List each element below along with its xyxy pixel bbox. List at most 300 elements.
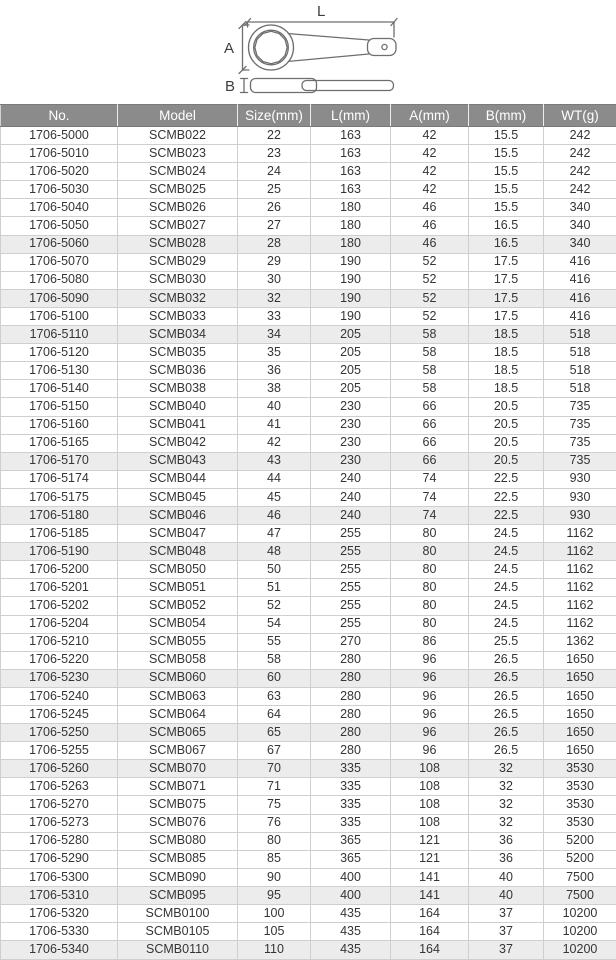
table-cell: 1706-5240 — [1, 687, 118, 705]
table-cell: 205 — [311, 380, 391, 398]
table-cell: 163 — [311, 145, 391, 163]
table-cell: 1650 — [544, 706, 616, 724]
table-cell: SCMB0105 — [118, 923, 238, 941]
table-cell: 20.5 — [469, 416, 544, 434]
table-cell: 32 — [469, 814, 544, 832]
table-cell: SCMB030 — [118, 271, 238, 289]
table-row — [1, 289, 616, 307]
table-cell: 24.5 — [469, 543, 544, 561]
table-cell: 1706-5150 — [1, 398, 118, 416]
wrench-diagram-svg — [0, 0, 616, 104]
table-cell: SCMB041 — [118, 416, 238, 434]
table-cell: 26.5 — [469, 724, 544, 742]
table-row — [1, 687, 616, 705]
table-cell: 95 — [238, 886, 311, 904]
table-cell: 1362 — [544, 633, 616, 651]
table-cell: 163 — [311, 181, 391, 199]
table-cell: 255 — [311, 615, 391, 633]
table-cell: SCMB085 — [118, 850, 238, 868]
table-cell: 1706-5210 — [1, 633, 118, 651]
table-cell: 1706-5050 — [1, 217, 118, 235]
table-cell: 1162 — [544, 525, 616, 543]
table-cell: 52 — [391, 307, 469, 325]
table-cell: 96 — [391, 706, 469, 724]
table-cell: 52 — [238, 597, 311, 615]
table-cell: 1162 — [544, 543, 616, 561]
table-cell: 45 — [238, 488, 311, 506]
table-cell: 1706-5190 — [1, 543, 118, 561]
table-row — [1, 868, 616, 886]
table-cell: SCMB054 — [118, 615, 238, 633]
table-cell: SCMB035 — [118, 344, 238, 362]
table-cell: 66 — [391, 398, 469, 416]
table-cell: 1706-5160 — [1, 416, 118, 434]
table-cell: 108 — [391, 796, 469, 814]
table-cell: 37 — [469, 905, 544, 923]
wrench-top-view — [249, 25, 397, 70]
table-cell: 32 — [469, 796, 544, 814]
table-cell: 416 — [544, 307, 616, 325]
wrench-side-view — [251, 79, 394, 93]
table-cell: SCMB033 — [118, 307, 238, 325]
table-cell: 24.5 — [469, 615, 544, 633]
table-cell: 74 — [391, 488, 469, 506]
table-cell: 10200 — [544, 905, 616, 923]
table-row — [1, 235, 616, 253]
table-row — [1, 796, 616, 814]
table-cell: 1706-5030 — [1, 181, 118, 199]
table-cell: SCMB036 — [118, 362, 238, 380]
table-cell: 180 — [311, 199, 391, 217]
table-cell: 335 — [311, 796, 391, 814]
table-cell: 18.5 — [469, 380, 544, 398]
dim-label-length: L — [317, 3, 326, 20]
table-cell: 20.5 — [469, 434, 544, 452]
table-row — [1, 669, 616, 687]
table-cell: 24.5 — [469, 561, 544, 579]
table-cell: SCMB076 — [118, 814, 238, 832]
table-cell: 64 — [238, 706, 311, 724]
table-cell: 52 — [391, 289, 469, 307]
table-cell: 80 — [238, 832, 311, 850]
table-cell: 1162 — [544, 561, 616, 579]
table-cell: 17.5 — [469, 253, 544, 271]
table-cell: 1706-5120 — [1, 344, 118, 362]
table-cell: 96 — [391, 669, 469, 687]
table-cell: 180 — [311, 217, 391, 235]
table-cell: 20.5 — [469, 452, 544, 470]
table-row — [1, 597, 616, 615]
table-cell: SCMB022 — [118, 127, 238, 145]
table-cell: 121 — [391, 832, 469, 850]
table-cell: 15.5 — [469, 199, 544, 217]
table-cell: 121 — [391, 850, 469, 868]
table-cell: 26 — [238, 199, 311, 217]
table-cell: 96 — [391, 742, 469, 760]
table-cell: 141 — [391, 868, 469, 886]
table-row — [1, 271, 616, 289]
table-cell: 58 — [238, 651, 311, 669]
table-cell: SCMB032 — [118, 289, 238, 307]
table-cell: 42 — [391, 181, 469, 199]
table-cell: 164 — [391, 941, 469, 960]
table-cell: 242 — [544, 163, 616, 181]
table-header-row — [1, 105, 616, 127]
table-cell: 190 — [311, 307, 391, 325]
table-cell: 1706-5263 — [1, 778, 118, 796]
table-cell: 110 — [238, 941, 311, 960]
table-cell: 38 — [238, 380, 311, 398]
table-cell: 240 — [311, 470, 391, 488]
table-cell: SCMB058 — [118, 651, 238, 669]
table-cell: 1650 — [544, 669, 616, 687]
table-cell: 400 — [311, 868, 391, 886]
table-cell: 365 — [311, 832, 391, 850]
table-row — [1, 127, 616, 145]
table-row — [1, 362, 616, 380]
table-cell: 18.5 — [469, 344, 544, 362]
table-cell: 5200 — [544, 832, 616, 850]
table-row — [1, 651, 616, 669]
table-cell: SCMB070 — [118, 760, 238, 778]
table-cell: 1706-5330 — [1, 923, 118, 941]
table-cell: 518 — [544, 344, 616, 362]
table-cell: 25.5 — [469, 633, 544, 651]
table-cell: 17.5 — [469, 289, 544, 307]
table-cell: 33 — [238, 307, 311, 325]
table-cell: 255 — [311, 525, 391, 543]
table-cell: 240 — [311, 488, 391, 506]
table-cell: 255 — [311, 579, 391, 597]
table-cell: 58 — [391, 326, 469, 344]
table-cell: SCMB027 — [118, 217, 238, 235]
table-cell: 27 — [238, 217, 311, 235]
table-cell: 42 — [391, 127, 469, 145]
table-row — [1, 145, 616, 163]
table-cell: 1706-5280 — [1, 832, 118, 850]
dim-line-L — [245, 19, 398, 38]
table-cell: 85 — [238, 850, 311, 868]
table-row — [1, 344, 616, 362]
table-cell: 80 — [391, 615, 469, 633]
dim-line-A — [239, 22, 249, 74]
table-cell: 416 — [544, 289, 616, 307]
table-row — [1, 742, 616, 760]
table-cell: 32 — [469, 760, 544, 778]
table-cell: 230 — [311, 452, 391, 470]
table-cell: SCMB050 — [118, 561, 238, 579]
table-cell: 1706-5090 — [1, 289, 118, 307]
table-cell: 735 — [544, 416, 616, 434]
table-cell: SCMB065 — [118, 724, 238, 742]
table-cell: 10200 — [544, 923, 616, 941]
table-cell: SCMB048 — [118, 543, 238, 561]
table-cell: 32 — [469, 778, 544, 796]
table-cell: 164 — [391, 923, 469, 941]
table-cell: 1706-5010 — [1, 145, 118, 163]
table-cell: 735 — [544, 434, 616, 452]
table-cell: SCMB071 — [118, 778, 238, 796]
table-cell: 46 — [391, 199, 469, 217]
table-cell: 24 — [238, 163, 311, 181]
table-cell: SCMB0100 — [118, 905, 238, 923]
table-row — [1, 886, 616, 904]
table-cell: 17.5 — [469, 307, 544, 325]
table-cell: 75 — [238, 796, 311, 814]
table-row — [1, 506, 616, 524]
column-header: A(mm) — [391, 105, 469, 127]
table-cell: 930 — [544, 470, 616, 488]
table-cell: 42 — [391, 145, 469, 163]
table-cell: 1162 — [544, 579, 616, 597]
table-cell: 205 — [311, 326, 391, 344]
table-cell: 1706-5320 — [1, 905, 118, 923]
table-row — [1, 814, 616, 832]
table-cell: 365 — [311, 850, 391, 868]
table-cell: 52 — [391, 253, 469, 271]
table-cell: 335 — [311, 778, 391, 796]
table-cell: 1706-5170 — [1, 452, 118, 470]
table-cell: 416 — [544, 253, 616, 271]
table-cell: 26.5 — [469, 687, 544, 705]
table-cell: 141 — [391, 886, 469, 904]
table-cell: 1706-5250 — [1, 724, 118, 742]
table-cell: 1706-5255 — [1, 742, 118, 760]
table-cell: 10200 — [544, 941, 616, 960]
table-cell: 340 — [544, 235, 616, 253]
table-cell: SCMB055 — [118, 633, 238, 651]
table-cell: 1650 — [544, 651, 616, 669]
table-cell: 66 — [391, 434, 469, 452]
table-cell: 20.5 — [469, 398, 544, 416]
table-cell: 280 — [311, 651, 391, 669]
table-cell: 80 — [391, 525, 469, 543]
table-cell: 15.5 — [469, 127, 544, 145]
table-cell: 1706-5020 — [1, 163, 118, 181]
table-cell: 22.5 — [469, 470, 544, 488]
table-cell: 270 — [311, 633, 391, 651]
table-cell: 54 — [238, 615, 311, 633]
table-cell: 47 — [238, 525, 311, 543]
table-cell: 41 — [238, 416, 311, 434]
table-cell: 190 — [311, 253, 391, 271]
table-cell: 37 — [469, 923, 544, 941]
table-cell: 1650 — [544, 724, 616, 742]
table-cell: 930 — [544, 488, 616, 506]
table-cell: SCMB044 — [118, 470, 238, 488]
table-cell: 280 — [311, 669, 391, 687]
table-row — [1, 850, 616, 868]
table-cell: 86 — [391, 633, 469, 651]
table-cell: SCMB023 — [118, 145, 238, 163]
table-cell: 1706-5185 — [1, 525, 118, 543]
table-cell: 3530 — [544, 796, 616, 814]
table-cell: 42 — [238, 434, 311, 452]
column-header: Size(mm) — [238, 105, 311, 127]
table-row — [1, 452, 616, 470]
table-cell: 518 — [544, 362, 616, 380]
table-cell: SCMB064 — [118, 706, 238, 724]
table-cell: SCMB047 — [118, 525, 238, 543]
table-cell: 58 — [391, 380, 469, 398]
table-row — [1, 416, 616, 434]
table-cell: 24.5 — [469, 525, 544, 543]
table-cell: 7500 — [544, 868, 616, 886]
table-cell: 1706-5100 — [1, 307, 118, 325]
table-cell: 1706-5220 — [1, 651, 118, 669]
table-cell: 22 — [238, 127, 311, 145]
table-cell: SCMB0110 — [118, 941, 238, 960]
table-cell: SCMB026 — [118, 199, 238, 217]
table-cell: 74 — [391, 506, 469, 524]
table-cell: 105 — [238, 923, 311, 941]
table-cell: 230 — [311, 434, 391, 452]
table-cell: 44 — [238, 470, 311, 488]
table-cell: SCMB060 — [118, 669, 238, 687]
table-cell: SCMB040 — [118, 398, 238, 416]
table-cell: 280 — [311, 706, 391, 724]
table-cell: 190 — [311, 289, 391, 307]
table-cell: 230 — [311, 398, 391, 416]
table-cell: SCMB046 — [118, 506, 238, 524]
table-cell: 1706-5340 — [1, 941, 118, 960]
column-header: L(mm) — [311, 105, 391, 127]
table-cell: 1706-5273 — [1, 814, 118, 832]
table-cell: 1706-5080 — [1, 271, 118, 289]
table-cell: 205 — [311, 362, 391, 380]
table-cell: SCMB080 — [118, 832, 238, 850]
table-cell: 30 — [238, 271, 311, 289]
table-cell: 18.5 — [469, 362, 544, 380]
table-cell: 1706-5180 — [1, 506, 118, 524]
table-cell: 242 — [544, 181, 616, 199]
table-cell: 36 — [469, 832, 544, 850]
table-row — [1, 488, 616, 506]
table-cell: SCMB042 — [118, 434, 238, 452]
table-row — [1, 905, 616, 923]
table-cell: 40 — [238, 398, 311, 416]
table-cell: 1706-5202 — [1, 597, 118, 615]
table-cell: 17.5 — [469, 271, 544, 289]
table-cell: 15.5 — [469, 181, 544, 199]
table-cell: 58 — [391, 362, 469, 380]
table-cell: 37 — [469, 941, 544, 960]
table-cell: SCMB067 — [118, 742, 238, 760]
table-cell: SCMB028 — [118, 235, 238, 253]
table-cell: 255 — [311, 597, 391, 615]
table-cell: 416 — [544, 271, 616, 289]
table-cell: 63 — [238, 687, 311, 705]
table-cell: 1706-5000 — [1, 127, 118, 145]
table-cell: 240 — [311, 506, 391, 524]
table-cell: 164 — [391, 905, 469, 923]
table-cell: 108 — [391, 778, 469, 796]
table-cell: 1650 — [544, 742, 616, 760]
table-cell: 90 — [238, 868, 311, 886]
table-row — [1, 543, 616, 561]
table-cell: 242 — [544, 145, 616, 163]
table-row — [1, 923, 616, 941]
table-row — [1, 778, 616, 796]
table-cell: 16.5 — [469, 235, 544, 253]
table-row — [1, 434, 616, 452]
table-cell: 50 — [238, 561, 311, 579]
table-row — [1, 398, 616, 416]
table-row — [1, 307, 616, 325]
table-cell: 58 — [391, 344, 469, 362]
table-cell: 74 — [391, 470, 469, 488]
table-cell: 26.5 — [469, 706, 544, 724]
table-cell: 51 — [238, 579, 311, 597]
table-cell: 190 — [311, 271, 391, 289]
table-row — [1, 760, 616, 778]
table-cell: 518 — [544, 326, 616, 344]
table-cell: 23 — [238, 145, 311, 163]
table-cell: SCMB029 — [118, 253, 238, 271]
table-cell: 71 — [238, 778, 311, 796]
table-cell: 1706-5204 — [1, 615, 118, 633]
table-cell: SCMB045 — [118, 488, 238, 506]
table-cell: 435 — [311, 905, 391, 923]
table-row — [1, 941, 616, 960]
table-cell: 1706-5110 — [1, 326, 118, 344]
table-cell: 46 — [238, 506, 311, 524]
table-body — [1, 127, 616, 960]
table-cell: 24.5 — [469, 597, 544, 615]
table-cell: SCMB095 — [118, 886, 238, 904]
table-cell: 340 — [544, 217, 616, 235]
table-cell: 15.5 — [469, 163, 544, 181]
table-cell: 36 — [238, 362, 311, 380]
wrench-technical-drawing — [0, 0, 616, 104]
table-row — [1, 615, 616, 633]
table-cell: 255 — [311, 561, 391, 579]
table-cell: 1706-5260 — [1, 760, 118, 778]
table-cell: 1162 — [544, 597, 616, 615]
table-cell: 15.5 — [469, 145, 544, 163]
table-cell: SCMB063 — [118, 687, 238, 705]
spec-table — [0, 104, 616, 960]
table-cell: 52 — [391, 271, 469, 289]
column-header: B(mm) — [469, 105, 544, 127]
table-cell: 1706-5270 — [1, 796, 118, 814]
table-cell: 42 — [391, 163, 469, 181]
table-cell: 1162 — [544, 615, 616, 633]
table-row — [1, 253, 616, 271]
table-cell: 46 — [391, 217, 469, 235]
table-cell: 400 — [311, 886, 391, 904]
table-cell: SCMB025 — [118, 181, 238, 199]
column-header: No. — [1, 105, 118, 127]
table-cell: 67 — [238, 742, 311, 760]
table-cell: 1706-5201 — [1, 579, 118, 597]
table-cell: 80 — [391, 543, 469, 561]
dim-label-ring-height: A — [224, 40, 235, 57]
table-cell: 163 — [311, 163, 391, 181]
table-cell: 1706-5290 — [1, 850, 118, 868]
table-cell: 735 — [544, 452, 616, 470]
table-cell: 180 — [311, 235, 391, 253]
table-cell: 3530 — [544, 778, 616, 796]
column-header: Model — [118, 105, 238, 127]
table-cell: 3530 — [544, 760, 616, 778]
table-cell: 255 — [311, 543, 391, 561]
table-cell: 18.5 — [469, 326, 544, 344]
table-row — [1, 217, 616, 235]
table-cell: SCMB024 — [118, 163, 238, 181]
table-cell: 230 — [311, 416, 391, 434]
table-cell: 205 — [311, 344, 391, 362]
